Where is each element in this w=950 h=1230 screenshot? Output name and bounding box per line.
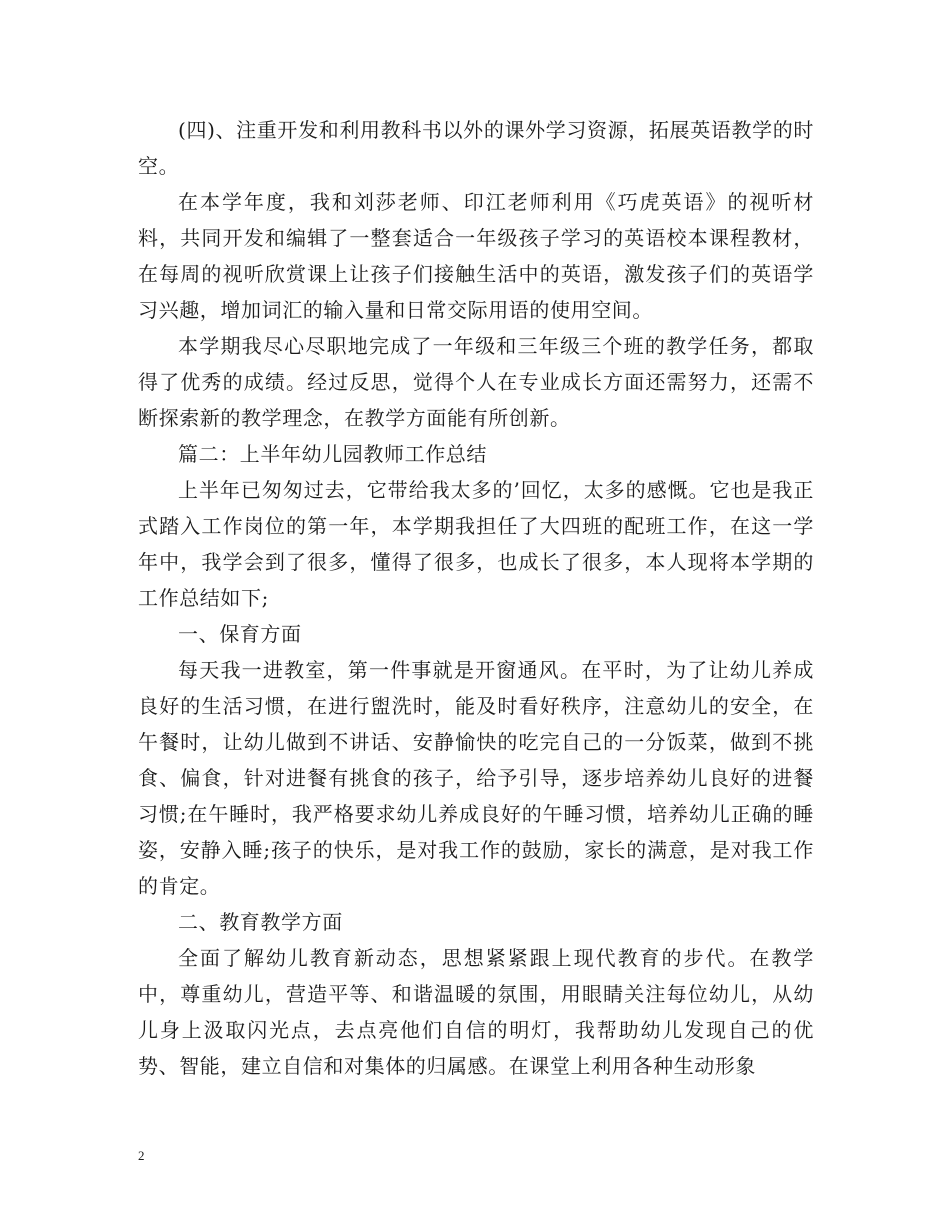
paragraph-section-four: (四)、注重开发和利用教科书以外的课外学习资源，拓展英语教学的时空。: [138, 118, 814, 178]
paragraph-semester-reflection: 本学期我尽心尽职地完成了一年级和三年级三个班的教学任务，都取得了优秀的成绩。经过反思，觉得个人在专业成长方面还需努力，还需不断探索新的教学理念，在教学方面能有所创新。: [138, 334, 814, 430]
heading-part-two: 篇二：上半年幼儿园教师工作总结: [178, 442, 487, 466]
paragraph-education-teaching: 全面了解幼儿教育新动态，思想紧紧跟上现代教育的步代。在教学中，尊重幼儿，营造平等、和谐温暖的氛围，用眼睛关注每位幼儿，从幼儿身上汲取闪光点，去点亮他们自信的明灯，我帮助幼儿发现自己的优势、智能，建立自信和对集体的归属感。在课堂上利用各种生动形象: [138, 946, 814, 1078]
paragraph-half-year-intro: 上半年已匆匆过去，它带给我太多的’回忆，太多的感慨。它也是我正式踏入工作岗位的第一年，本学期我担任了大四班的配班工作，在这一学年中，我学会到了很多，懂得了很多，也成长了很多，本人现将本学期的工作总结如下;: [138, 478, 814, 610]
paragraph-school-curriculum: 在本学年度，我和刘莎老师、印江老师利用《巧虎英语》的视听材料，共同开发和编辑了一整套适合一年级孩子学习的英语校本课程教材，在每周的视听欣赏课上让孩子们接触生活中的英语，激发孩子们的英语学习兴趣，增加词汇的输入量和日常交际用语的使用空间。: [138, 190, 814, 322]
heading-education-teaching: 二、教育教学方面: [178, 910, 343, 934]
paragraph-childcare: 每天我一进教室，第一件事就是开窗通风。在平时，为了让幼儿养成良好的生活习惯，在进行盥洗时，能及时看好秩序，注意幼儿的安全，在午餐时，让幼儿做到不讲话、安静愉快的吃完自己的一分饭菜，做到不挑食、偏食，针对进餐有挑食的孩子，给予引导，逐步培养幼儿良好的进餐习惯;在午睡时，我严格要求幼儿养成良好的午睡习惯，培养幼儿正确的睡姿，安静入睡;孩子的快乐，是对我工作的鼓励，家长的满意，是对我工作的肯定。: [138, 658, 814, 898]
page-number: 2: [138, 1148, 145, 1163]
heading-childcare: 一、保育方面: [178, 622, 302, 646]
document-body: [138, 112, 814, 1084]
